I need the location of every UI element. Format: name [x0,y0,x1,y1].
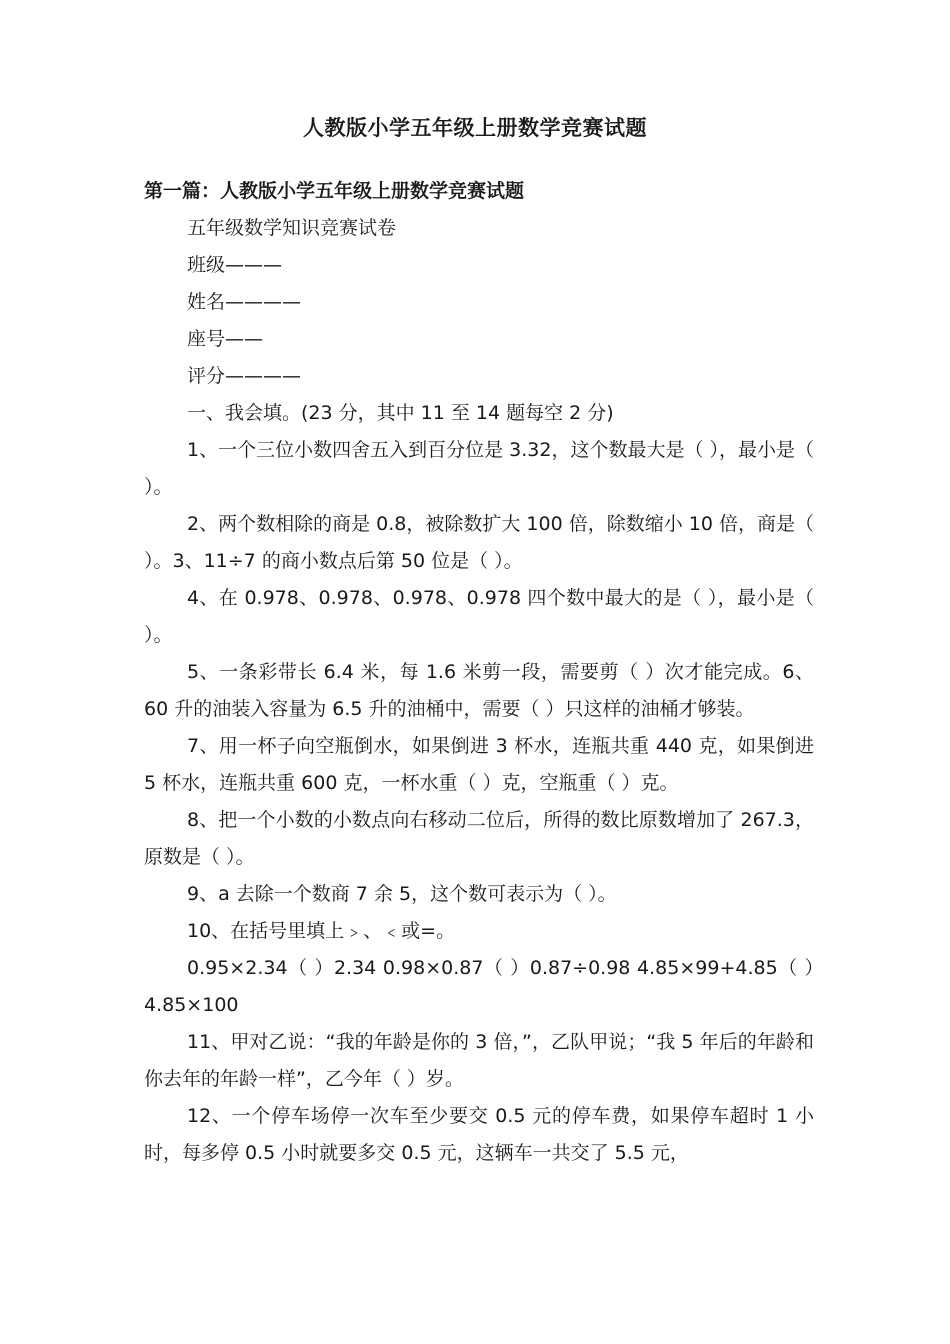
paragraph-part-one-heading: 一、我会填。(23 分，其中 11 至 14 题每空 2 分) [187,402,614,424]
section-heading: 第一篇：人教版小学五年级上册数学竞赛试题 [144,180,525,202]
paragraph-seat-field: 座号—— [187,328,264,350]
paragraph-question-4: 4、在 0.978、0.978、0.978、0.978 四个数中最大的是（ ），最小是（ ）。 [144,587,814,646]
paragraph-question-10: 10、在括号里填上﹥、﹤或=。 [187,920,456,942]
paragraph-score-field: 评分———— [187,365,302,387]
paragraph-class-field: 班级——— [187,254,283,276]
document-title: 人教版小学五年级上册数学竞赛试题 [303,116,647,140]
paragraph-question-5-6: 5、一条彩带长 6.4 米，每 1.6 米剪一段，需要剪（ ）次才能完成。6、60 升的油装入容量为 6.5 升的油桶中，需要（ ）只这样的油桶才够装。 [144,661,814,720]
document-body [144,210,814,1172]
paragraph-name-field: 姓名———— [187,291,302,313]
paragraph-question-8: 8、把一个小数的小数点向右移动二位后，所得的数比原数增加了 267.3，原数是（ ）。 [144,809,814,868]
paragraph-question-10-items: 0.95×2.34（ ）2.34 0.98×0.87（ ）0.87÷0.98 4.85×99+4.85（ ）4.85×100 [144,957,814,1016]
paragraph-question-9: 9、a 去除一个数商 7 余 5，这个数可表示为（ ）。 [187,883,617,905]
paragraph-question-1: 1、一个三位小数四舍五入到百分位是 3.32，这个数最大是（ ），最小是（ ）。 [144,439,814,498]
paragraph-question-11: 11、甲对乙说：“我的年龄是你的 3 倍，”，乙队甲说；“我 5 年后的年龄和你去年的年龄一样”，乙今年（ ）岁。 [144,1031,814,1090]
paragraph-exam-title: 五年级数学知识竞赛试卷 [187,217,397,239]
paragraph-question-2-3: 2、两个数相除的商是 0.8，被除数扩大 100 倍，除数缩小 10 倍，商是（ ）。3、11÷7 的商小数点后第 50 位是（ ）。 [144,513,814,572]
paragraph-question-12: 12、一个停车场停一次车至少要交 0.5 元的停车费，如果停车超时 1 小时，每多停 0.5 小时就要多交 0.5 元，这辆车一共交了 5.5 元， [144,1105,814,1164]
paragraph-question-7: 7、用一杯子向空瓶倒水，如果倒进 3 杯水，连瓶共重 440 克，如果倒进 5 杯水，连瓶共重 600 克，一杯水重（ ）克，空瓶重（ ）克。 [144,735,814,794]
